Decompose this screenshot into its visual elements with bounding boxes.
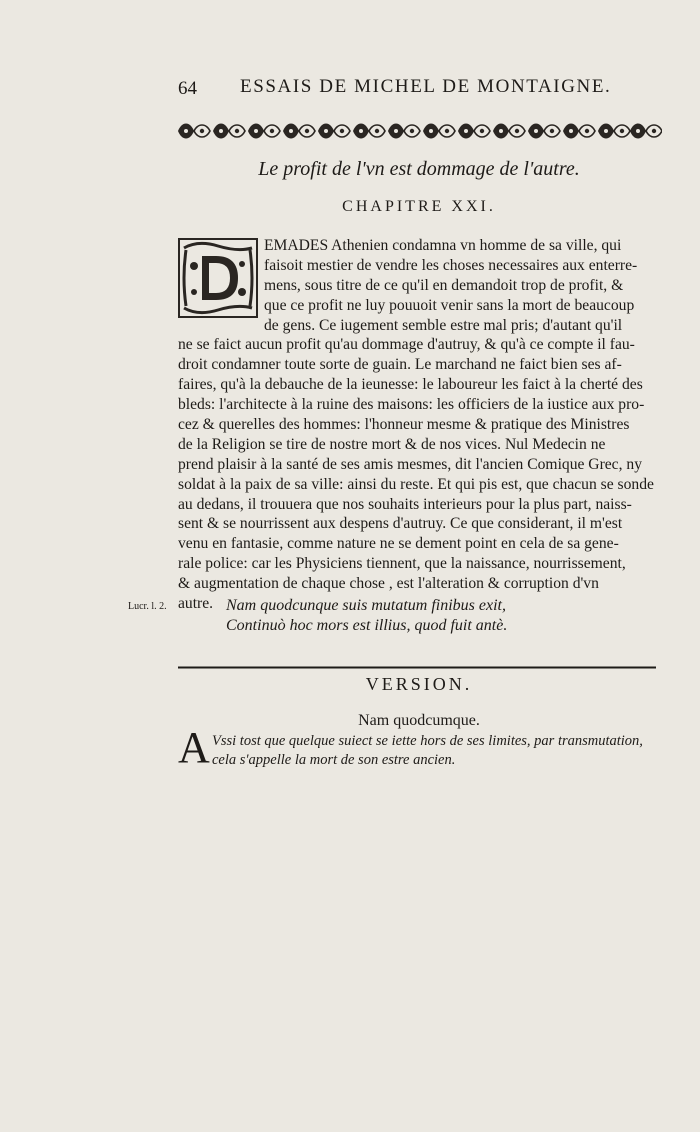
chapter-title: Le profit de l'vn est dommage de l'autre.	[258, 158, 580, 180]
fleuron-ornament-icon	[176, 118, 662, 144]
text-line: ne se faict aucun profit qu'au dommage d'autruy, & qu'à ce compte il fau-	[178, 336, 635, 354]
ornament-band	[176, 118, 662, 144]
version-heading: VERSION.	[365, 674, 473, 694]
rule-line-icon	[178, 666, 656, 669]
text-line: soldat à la paix de sa ville: ainsi du reste. Et qui pis est, que chacun se sonde	[178, 475, 654, 493]
latin-verse	[226, 596, 507, 636]
text-line: autre.	[178, 595, 214, 613]
page-number: 64	[178, 78, 197, 99]
text-line: au dedans, il trouuera que nos souhaits interieurs pour la plus part, naiss-	[178, 495, 632, 513]
text-line: prend plaisir à la santé de ses amis mesmes, dit l'ancien Comique Grec, ny	[178, 455, 642, 473]
text-line: faisoit mestier de vendre les choses necessaires aux enterre-	[264, 256, 638, 274]
version-line: Vssi tost que quelque suiect se iette hors de ses limites, par transmutation,	[212, 733, 643, 749]
text-line: bleds: l'architecte à la ruine des maisons: les officiers de la iustice aux pro-	[178, 396, 645, 414]
text-line: rale police: car les Physiciens tiennent, que la naissance, nourrissement,	[178, 555, 626, 573]
text-line: cez & querelles des hommes: l'honneur mesme & pratique des Ministres	[178, 416, 630, 434]
horizontal-rule	[178, 656, 656, 659]
text-line: mens, sous titre de ce qu'il en demandoit trop de profit, &	[264, 276, 624, 294]
verse-line: Continuò hoc mors est illius, quod fuit antè.	[226, 617, 508, 634]
text-line: que ce profit ne luy pouuoit venir sans la mort de beaucoup	[264, 296, 635, 314]
text-line: faires, qu'à la debauche de la ieunesse: le laboureur les faict à la cherté des	[178, 376, 643, 394]
text-line: de gens. Ce iugement semble estre mal pris; d'autant qu'il	[264, 316, 623, 334]
text-line: EMADES Athenien condamna vn homme de sa ville, qui	[264, 237, 622, 254]
version-line: cela s'appelle la mort de son estre ancien.	[212, 752, 456, 768]
chapter-number: CHAPITRE XXI.	[342, 198, 496, 215]
version-text	[212, 732, 643, 770]
text-line: droit condamner toute sorte de guain. Le marchand ne faict bien ses af-	[178, 356, 622, 374]
verse-line: Nam quodcunque suis mutatum finibus exit,	[226, 597, 506, 614]
version-initial: A	[178, 723, 210, 772]
text-line: venu en fantasie, comme nature ne se dement point en cela de sa gene-	[178, 535, 619, 553]
text-line: sent & se nourrissent aux despens d'autruy. Ce que considerant, il m'est	[178, 515, 623, 533]
text-line: & augmentation de chaque chose , est l'alteration & corruption d'vn	[178, 575, 599, 593]
version-label: Nam quodcumque.	[358, 712, 480, 729]
page-header	[178, 76, 658, 104]
body-text	[178, 236, 662, 614]
margin-note: Lucr. l. 2.	[128, 601, 167, 612]
text-line: de la Religion se tire de nostre mort & de nos vices. Nul Medecin ne	[178, 435, 606, 453]
running-head: ESSAIS DE MICHEL DE MONTAIGNE.	[240, 76, 612, 97]
